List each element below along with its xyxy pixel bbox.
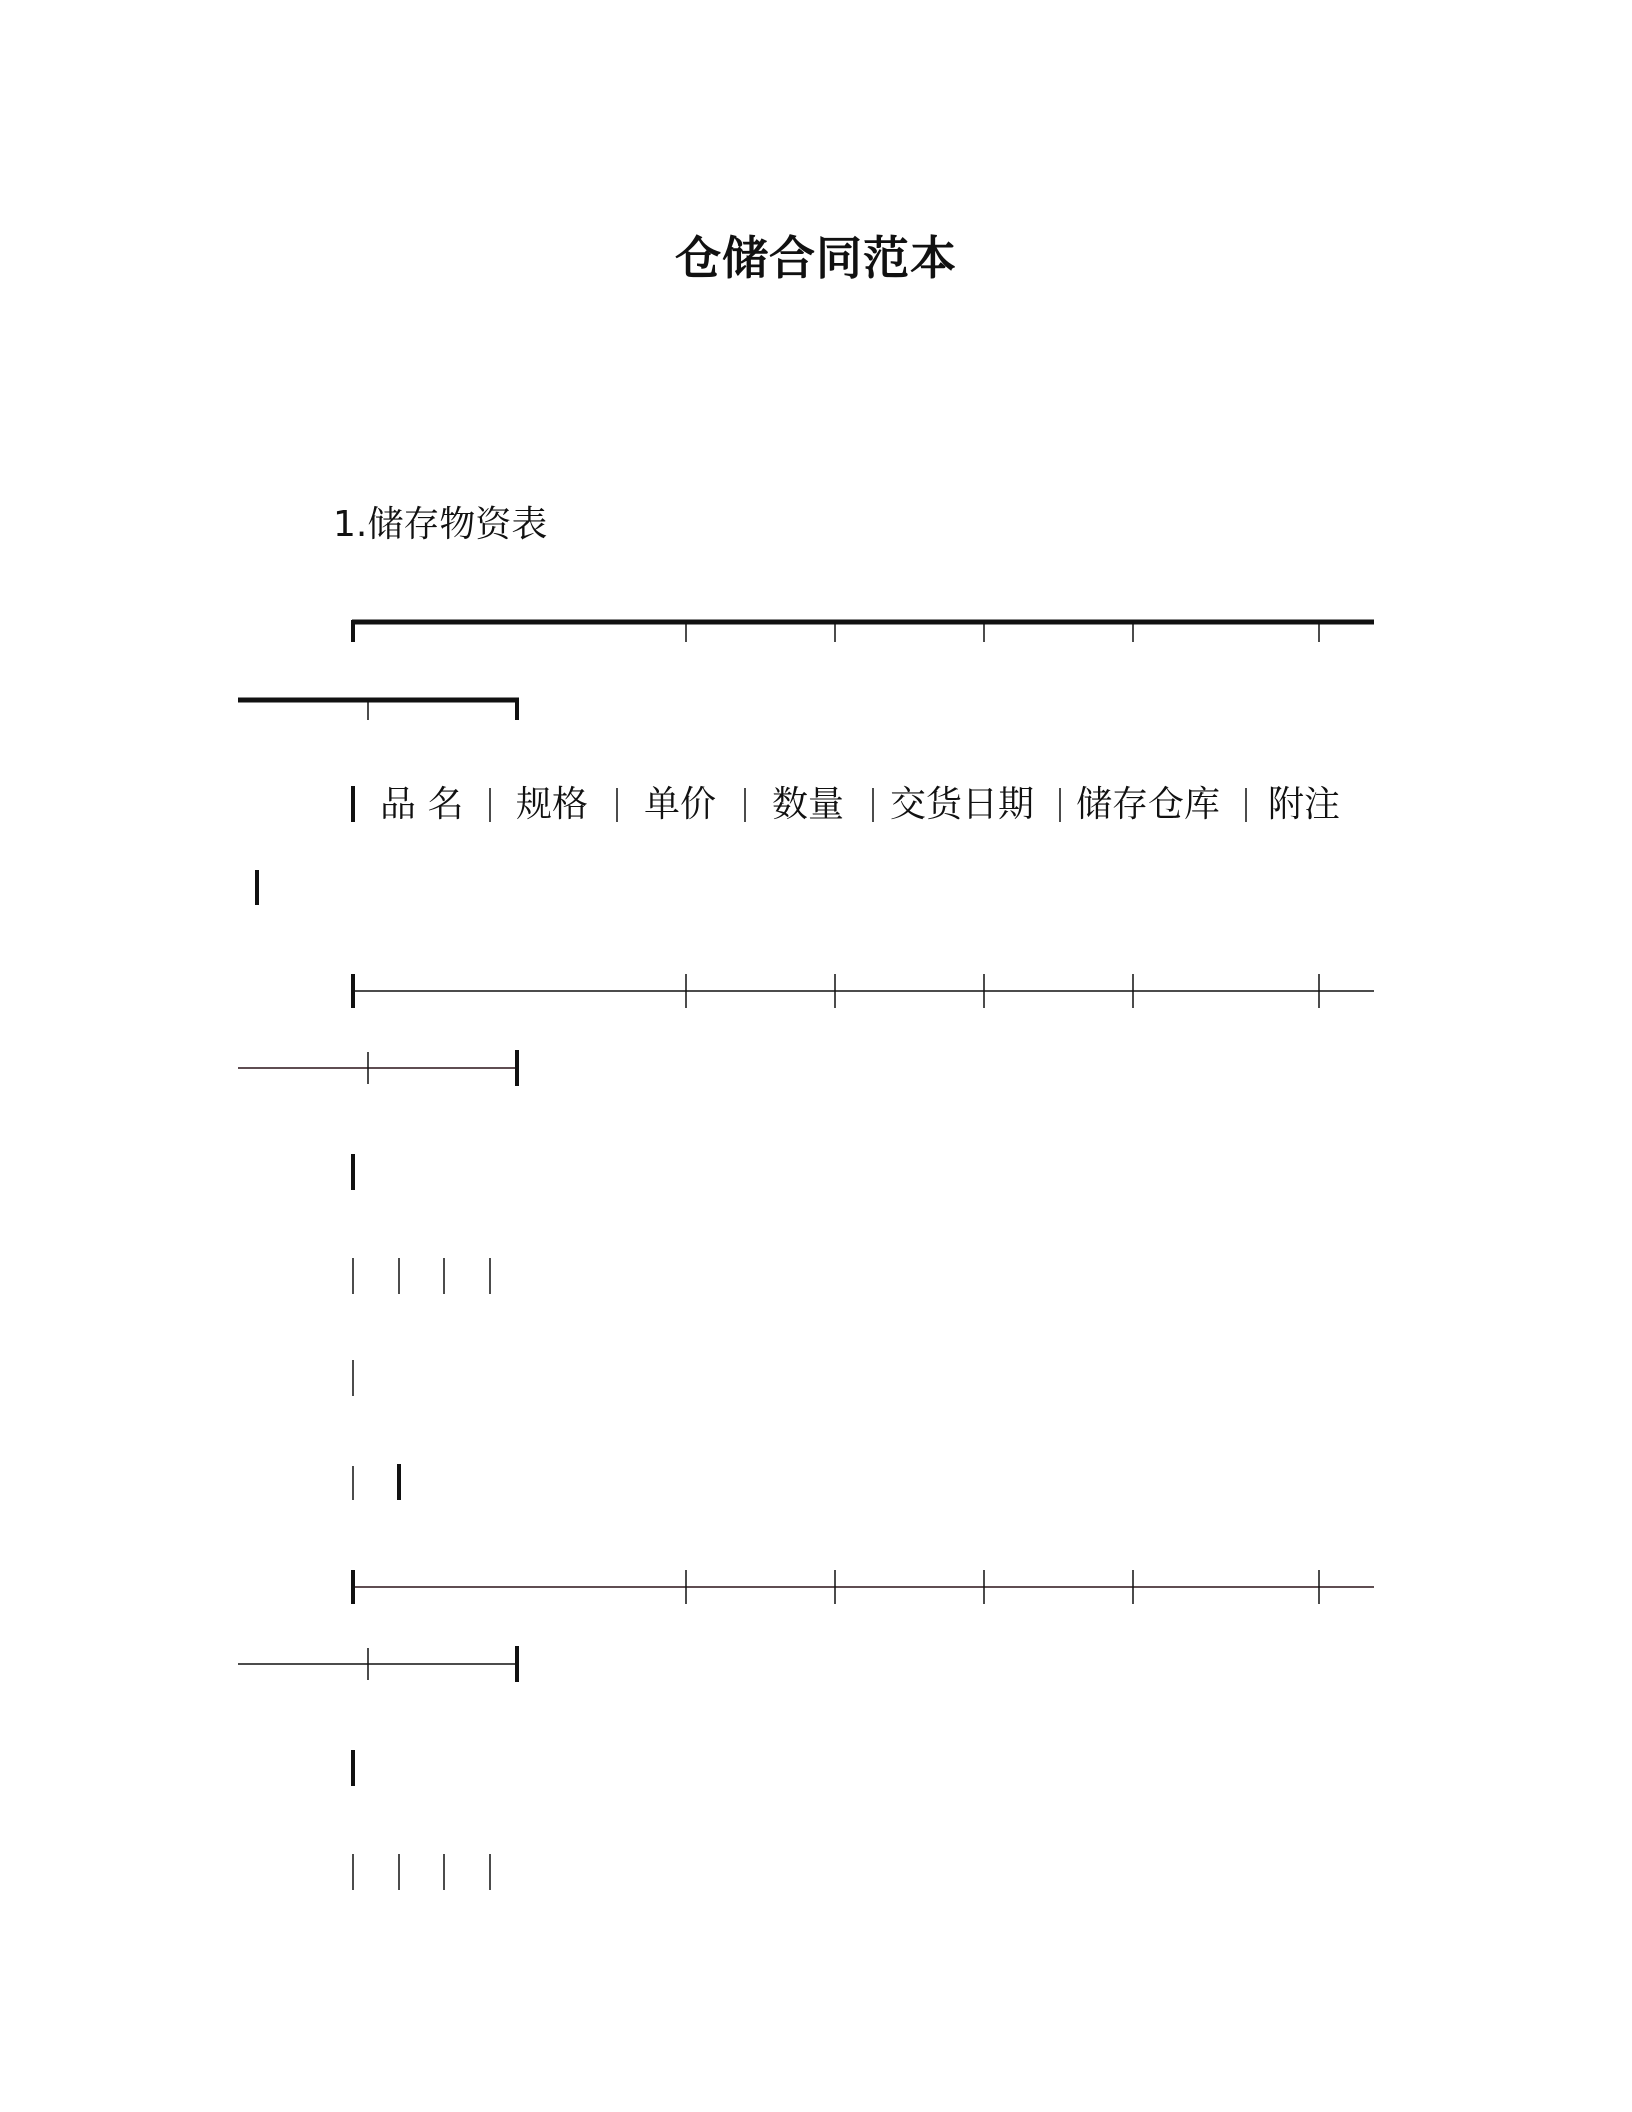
column-header-warehouse: 储存仓库 [1076,784,1221,825]
column-header-quantity: 数量 [772,784,845,825]
document-title: 仓储合同范本 [675,231,957,285]
column-header-name: 品 名 [380,784,464,825]
column-header-delivery-date: 交货日期 [890,784,1035,825]
section-heading: 1.储存物资表 [333,504,548,545]
column-header-unit-price: 单价 [644,784,717,825]
table-header [0,782,1632,828]
column-header-spec: 规格 [516,784,589,825]
column-header-remarks: 附注 [1268,784,1341,825]
